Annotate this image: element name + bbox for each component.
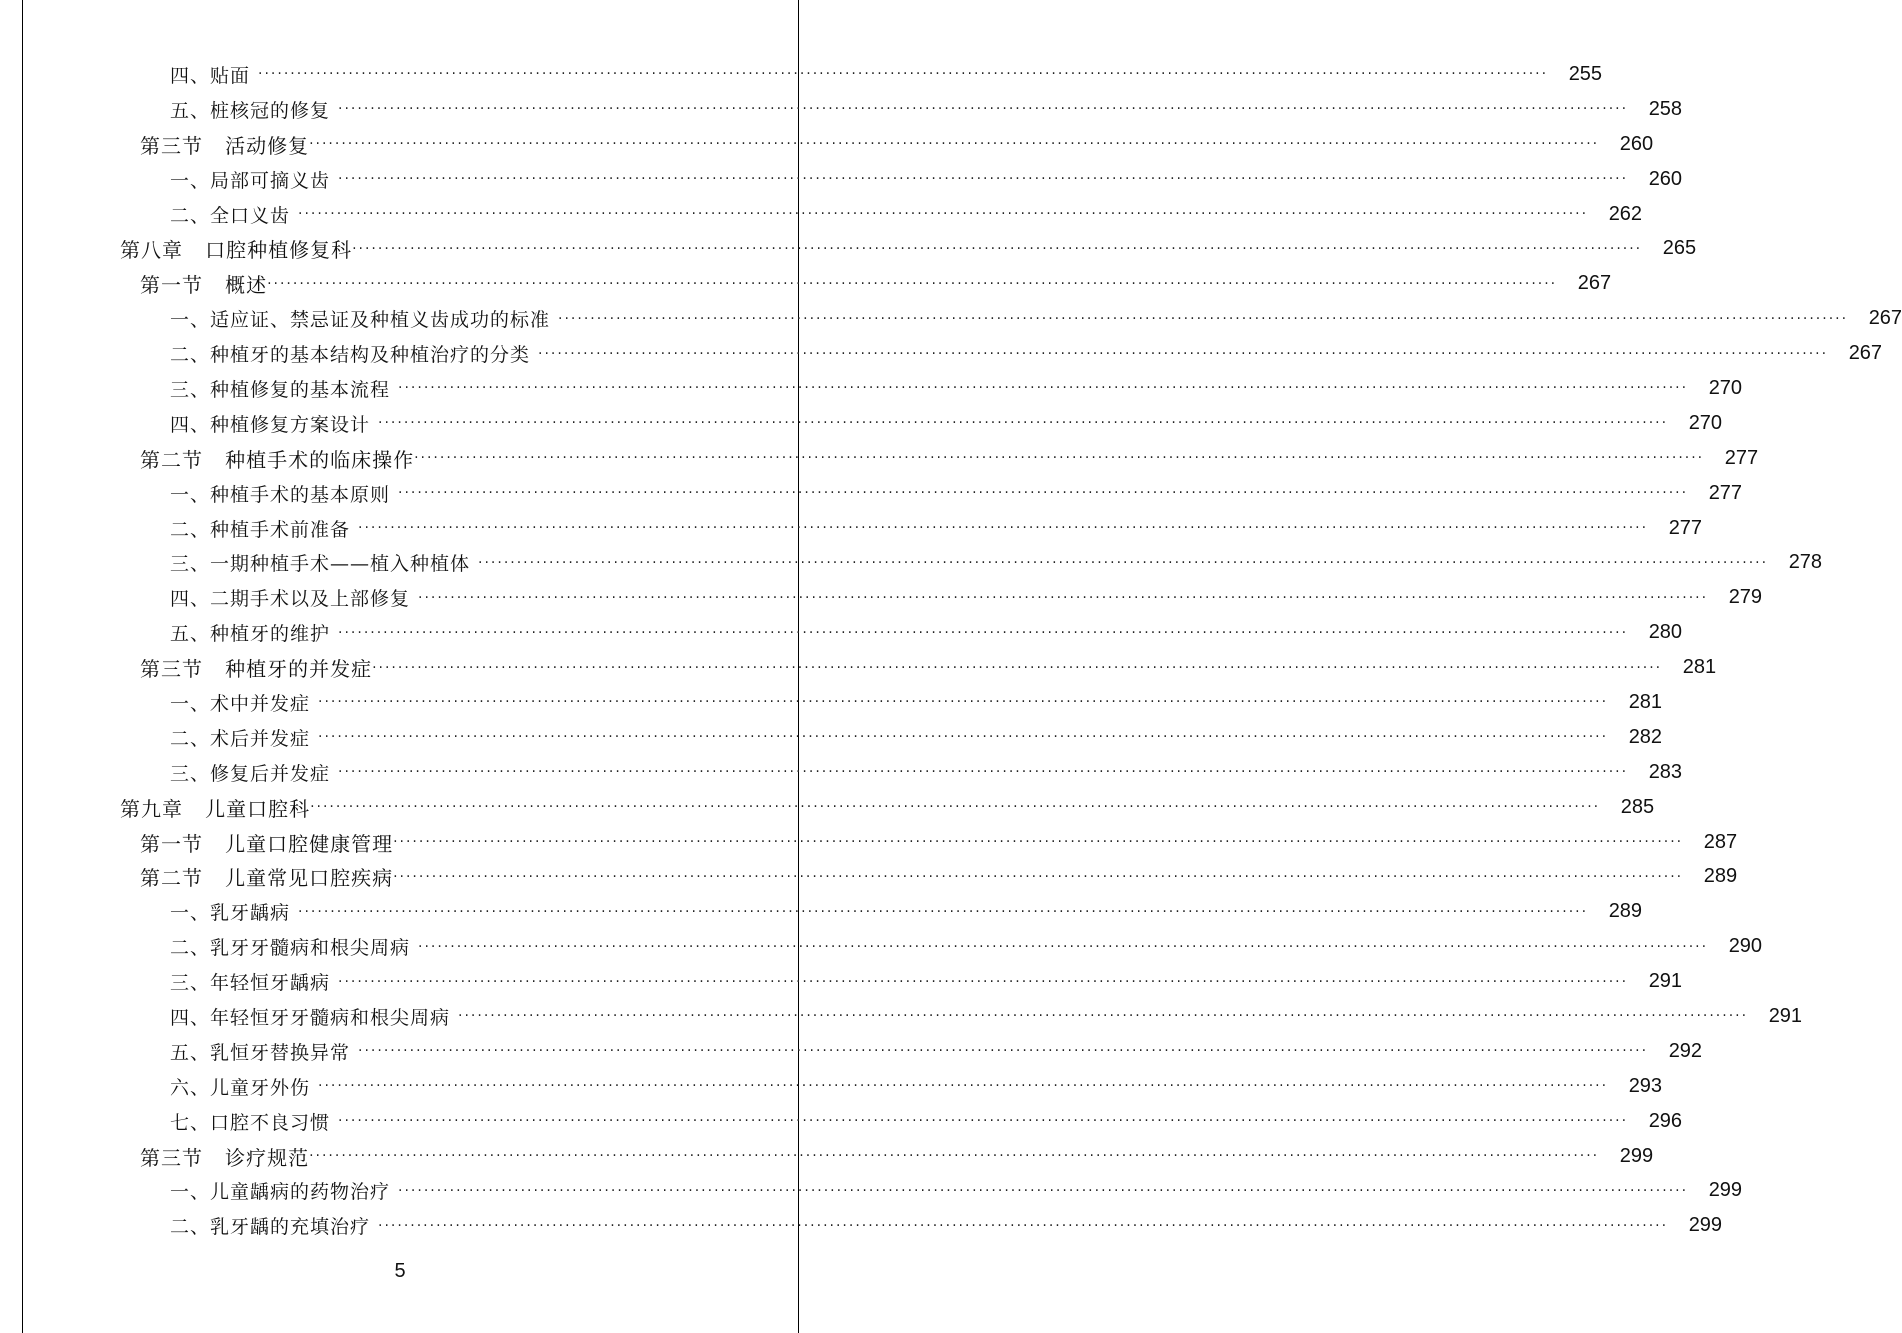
toc-entry-item[interactable] xyxy=(0,720,1663,755)
dot-leader: ········································································································································································································ xyxy=(458,1008,1749,1025)
toc-entry-page-number: 262 xyxy=(1608,202,1643,225)
dot-leader: ········································································································································································································ xyxy=(318,694,1609,711)
toc-entry-item[interactable] xyxy=(0,301,1902,336)
toc-entry-item[interactable] xyxy=(0,406,1723,441)
toc-entry-page-number: 258 xyxy=(1648,97,1683,120)
dot-leader: ········································································································································································································ xyxy=(398,485,1689,502)
toc-entry-page-number: 282 xyxy=(1628,725,1663,748)
toc-entry-page-number: 270 xyxy=(1688,411,1723,434)
dot-leader: ········································································································································································································ xyxy=(310,799,1601,816)
toc-entry-page-number: 281 xyxy=(1628,690,1663,713)
toc-entry-page-number: 255 xyxy=(1568,62,1603,85)
toc-entry-title: 三、修复后并发症 xyxy=(170,762,331,785)
toc-entry-page-number: 277 xyxy=(1668,516,1703,539)
dot-leader: ········································································································································································································ xyxy=(414,450,1705,467)
dot-leader: ········································································································································································································ xyxy=(309,1148,1600,1165)
toc-entry-item[interactable] xyxy=(0,894,1643,929)
toc-entry-section[interactable] xyxy=(0,1139,1654,1174)
dot-leader: ········································································································································································································ xyxy=(358,1043,1649,1060)
dot-leader: ········································································································································································································ xyxy=(393,868,1684,885)
toc-entry-title: 二、种植牙的基本结构及种植治疗的分类 xyxy=(170,344,531,367)
toc-entry-section[interactable] xyxy=(0,650,1717,685)
toc-entry-title: 二、乳牙龋的充填治疗 xyxy=(170,1216,371,1239)
toc-entry-page-number: 278 xyxy=(1788,551,1823,574)
dot-leader: ········································································································································································································ xyxy=(309,136,1600,153)
toc-entry-title: 第三节 活动修复 xyxy=(140,133,310,158)
toc-entry-title: 一、局部可摘义齿 xyxy=(170,169,331,192)
toc-entry-page-number: 287 xyxy=(1703,830,1738,853)
toc-entry-page-number: 279 xyxy=(1728,586,1763,609)
toc-entry-page-number: 296 xyxy=(1648,1109,1683,1132)
toc-entry-item[interactable] xyxy=(0,929,1763,964)
toc-entry-item[interactable] xyxy=(0,1069,1663,1104)
toc-entry-title: 五、乳恒牙替换异常 xyxy=(170,1041,351,1064)
toc-entry-title: 第二节 儿童常见口腔疾病 xyxy=(140,866,394,891)
toc-entry-item[interactable] xyxy=(0,1174,1743,1209)
toc-entry-title: 三、年轻恒牙龋病 xyxy=(170,972,331,995)
toc-entry-section[interactable] xyxy=(0,825,1738,860)
toc-entry-title: 五、种植牙的维护 xyxy=(170,623,331,646)
dot-leader: ········································································································································································································ xyxy=(538,345,1829,362)
toc-entry-page-number: 260 xyxy=(1648,167,1683,190)
toc-entry-page-number: 291 xyxy=(1768,1004,1803,1027)
table-of-contents xyxy=(0,57,1902,1243)
toc-entry-page-number: 267 xyxy=(1848,342,1883,365)
dot-leader: ········································································································································································································ xyxy=(478,554,1769,571)
dot-leader: ········································································································································································································ xyxy=(378,1217,1669,1234)
toc-entry-page-number: 265 xyxy=(1662,237,1697,260)
toc-entry-page-number: 289 xyxy=(1703,865,1738,888)
toc-entry-page-number: 277 xyxy=(1724,446,1759,469)
toc-entry-item[interactable] xyxy=(0,685,1663,720)
toc-entry-page-number: 299 xyxy=(1688,1214,1723,1237)
toc-entry-section[interactable] xyxy=(0,859,1738,894)
dot-leader: ········································································································································································································ xyxy=(298,903,1589,920)
toc-entry-title: 第一节 概述 xyxy=(140,273,268,298)
toc-entry-item[interactable] xyxy=(0,615,1683,650)
toc-entry-item[interactable] xyxy=(0,580,1763,615)
dot-leader: ········································································································································································································ xyxy=(418,589,1709,606)
dot-leader: ········································································································································································································ xyxy=(418,938,1709,955)
dot-leader: ········································································································································································································ xyxy=(298,206,1589,222)
toc-entry-title: 二、全口义齿 xyxy=(170,204,291,227)
toc-entry-page-number: 270 xyxy=(1708,376,1743,399)
toc-entry-page-number: 281 xyxy=(1682,656,1717,679)
toc-entry-chapter[interactable] xyxy=(0,231,1697,266)
toc-entry-page-number: 291 xyxy=(1648,970,1683,993)
toc-entry-chapter[interactable] xyxy=(0,790,1655,825)
toc-entry-item[interactable] xyxy=(0,545,1823,580)
toc-entry-title: 一、乳牙龋病 xyxy=(170,902,291,925)
toc-entry-title: 一、儿童龋病的药物治疗 xyxy=(170,1181,391,1204)
toc-entry-page-number: 299 xyxy=(1619,1144,1654,1167)
toc-entry-title: 三、一期种植手术——植入种植体 xyxy=(170,553,471,576)
toc-entry-item[interactable] xyxy=(0,511,1703,546)
toc-entry-title: 一、种植手术的基本原则 xyxy=(170,483,391,506)
toc-entry-item[interactable] xyxy=(0,964,1683,999)
dot-leader: ········································································································································································································ xyxy=(318,729,1609,746)
toc-entry-title: 六、儿童牙外伤 xyxy=(170,1076,311,1099)
toc-entry-title: 二、种植手术前准备 xyxy=(170,518,351,541)
toc-entry-title: 四、种植修复方案设计 xyxy=(170,413,371,436)
toc-entry-section[interactable] xyxy=(0,266,1612,301)
toc-entry-title: 一、术中并发症 xyxy=(170,692,311,715)
dot-leader: ········································································································································································································ xyxy=(358,520,1649,537)
toc-entry-page-number: 293 xyxy=(1628,1074,1663,1097)
toc-entry-page-number: 290 xyxy=(1728,935,1763,958)
toc-entry-item[interactable] xyxy=(0,476,1743,511)
dot-leader: ········································································································································································································ xyxy=(338,1113,1629,1130)
toc-entry-title: 七、口腔不良习惯 xyxy=(170,1111,331,1134)
dot-leader: ········································································································································································································ xyxy=(258,66,1549,83)
dot-leader: ········································································································································································································ xyxy=(398,380,1689,397)
dot-leader: ········································································································································································································ xyxy=(398,1182,1689,1199)
toc-entry-item[interactable] xyxy=(0,336,1883,371)
toc-entry-title: 五、桩核冠的修复 xyxy=(170,99,331,122)
toc-entry-page-number: 285 xyxy=(1620,795,1655,818)
toc-entry-title: 二、术后并发症 xyxy=(170,727,311,750)
toc-entry-item[interactable] xyxy=(0,57,1603,92)
toc-entry-item[interactable] xyxy=(0,197,1643,232)
toc-entry-title: 第九章 儿童口腔科 xyxy=(120,796,311,821)
dot-leader: ········································································································································································································ xyxy=(338,764,1629,781)
dot-leader: ········································································································································································································ xyxy=(267,275,1558,292)
toc-entry-title: 第二节 种植手术的临床操作 xyxy=(140,447,415,472)
toc-entry-title: 第八章 口腔种植修复科 xyxy=(120,238,353,263)
toc-entry-item[interactable] xyxy=(0,1208,1723,1243)
dot-leader: ········································································································································································································ xyxy=(338,973,1629,990)
dot-leader: ········································································································································································································ xyxy=(393,834,1684,851)
dot-leader: ········································································································································································································ xyxy=(378,415,1669,432)
toc-entry-page-number: 280 xyxy=(1648,621,1683,644)
toc-entry-item[interactable] xyxy=(0,755,1683,790)
toc-entry-item[interactable] xyxy=(0,371,1743,406)
toc-entry-page-number: 267 xyxy=(1577,272,1612,295)
toc-entry-title: 二、乳牙牙髓病和根尖周病 xyxy=(170,937,411,960)
toc-entry-item[interactable] xyxy=(0,1104,1683,1139)
toc-entry-title: 第三节 诊疗规范 xyxy=(140,1145,310,1170)
toc-entry-page-number: 267 xyxy=(1868,307,1902,330)
dot-leader: ········································································································································································································ xyxy=(352,240,1643,257)
toc-entry-title: 四、二期手术以及上部修复 xyxy=(170,588,411,611)
toc-entry-section[interactable] xyxy=(0,441,1759,476)
toc-entry-item[interactable] xyxy=(0,1034,1703,1069)
toc-entry-section[interactable] xyxy=(0,127,1654,162)
toc-entry-item[interactable] xyxy=(0,999,1803,1034)
footer-page-number: 5 xyxy=(394,1260,406,1282)
toc-entry-title: 四、年轻恒牙牙髓病和根尖周病 xyxy=(170,1006,451,1029)
toc-entry-page-number: 277 xyxy=(1708,481,1743,504)
toc-entry-title: 一、适应证、禁忌证及种植义齿成功的标准 xyxy=(170,309,551,332)
toc-entry-item[interactable] xyxy=(0,92,1683,127)
toc-entry-page-number: 260 xyxy=(1619,132,1654,155)
toc-entry-title: 第三节 种植牙的并发症 xyxy=(140,657,373,682)
toc-entry-page-number: 299 xyxy=(1708,1179,1743,1202)
toc-entry-page-number: 292 xyxy=(1668,1039,1703,1062)
dot-leader: ········································································································································································································ xyxy=(318,1078,1609,1095)
toc-entry-title: 第一节 儿童口腔健康管理 xyxy=(140,831,394,856)
dot-leader: ········································································································································································································ xyxy=(338,101,1629,118)
dot-leader: ········································································································································································································ xyxy=(558,310,1849,327)
toc-entry-page-number: 283 xyxy=(1648,760,1683,783)
toc-entry-title: 三、种植修复的基本流程 xyxy=(170,378,391,401)
toc-entry-item[interactable] xyxy=(0,162,1683,197)
toc-entry-title: 四、贴面 xyxy=(170,64,251,87)
dot-leader: ········································································································································································································ xyxy=(372,659,1663,676)
toc-entry-page-number: 289 xyxy=(1608,900,1643,923)
dot-leader: ········································································································································································································ xyxy=(338,171,1629,188)
dot-leader: ········································································································································································································ xyxy=(338,624,1629,641)
